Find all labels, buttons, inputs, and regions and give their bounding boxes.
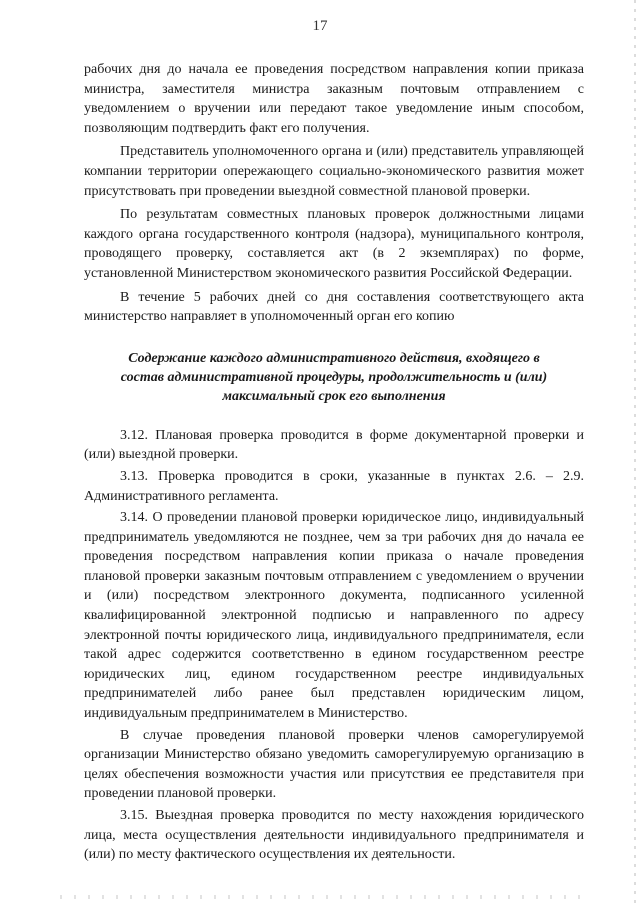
paragraph-joint-inspection-results: По результатам совместных плановых проверок должностными лицами каждого органа государственного контроля (надзора), муниципального контроля, проводящего проверку, составляется акт (в 2 экземплярах) по форме, установленной Министерством экономического развития Российской Федерации. bbox=[84, 207, 584, 281]
document-body bbox=[84, 60, 584, 867]
paragraph-self-regulatory-organization: В случае проведения плановой проверки членов саморегулируемой организации Министерство обязано уведомить саморегулируемую организацию в целях обеспечения возможности участия или присутствия ее представителя при проведении плановой проверки. bbox=[84, 727, 584, 802]
scan-edge-artifact bbox=[634, 0, 636, 905]
paragraph-representative: Представитель уполномоченного органа и (или) представитель управляющей компании территории опережающего социально-экономического развития может присутствовать при проведении выездной совместной плановой проверки. bbox=[84, 144, 584, 199]
clause-3-14: 3.14. О проведении плановой проверки юридическое лицо, индивидуальный предприниматель уведомляются не позднее, чем за три рабочих дня до начала ее проведения посредством направления копии приказа о начале проведения плановой проверки заказным почтовым отправлением с уведомлением о вручении и (или) посредством электронного документа, подписанного усиленной квалифицированной электронной подписью и направленного по адресу электронной почты юридического лица, индивидуального предпринимателя, если такой адрес содержится соответственно в едином государственном реестре юридических лиц, едином государственном реестре индивидуальных предпринимателей либо ранее был представлен юридическим лицом, индивидуальным предпринимателем в Министерство. bbox=[84, 510, 584, 722]
section-heading-line-1: Содержание каждого административного действия, входящего в bbox=[128, 350, 540, 366]
paragraph-continuation: рабочих дня до начала ее проведения посредством направления копии приказа министра, заместителя министра заказным почтовым отправлением с уведомлением о вручении или передают такое уведомление иным способом, позволяющим подтвердить факт его получения. bbox=[84, 62, 584, 136]
section-heading-line-3: максимальный срок его выполнения bbox=[222, 388, 446, 404]
page-number: 17 bbox=[312, 18, 328, 34]
section-heading-line-2: состав административной процедуры, продолжительность и (или) bbox=[120, 369, 548, 385]
scan-bottom-artifact bbox=[60, 895, 580, 899]
clause-3-13: 3.13. Проверка проводится в сроки, указанные в пунктах 2.6. – 2.9. Административного регламента. bbox=[84, 468, 584, 504]
clause-3-15: 3.15. Выездная проверка проводится по месту нахождения юридического лица, места осуществления деятельности индивидуального предпринимателя и (или) по месту фактического осуществления их деятельности. bbox=[84, 808, 584, 863]
clause-3-12: 3.12. Плановая проверка проводится в форме документарной проверки и (или) выездной проверки. bbox=[84, 427, 584, 463]
section-heading bbox=[104, 349, 564, 406]
paragraph-act-copy: В течение 5 рабочих дней со дня составления соответствующего акта министерство направляет в уполномоченный орган его копию bbox=[84, 289, 584, 325]
